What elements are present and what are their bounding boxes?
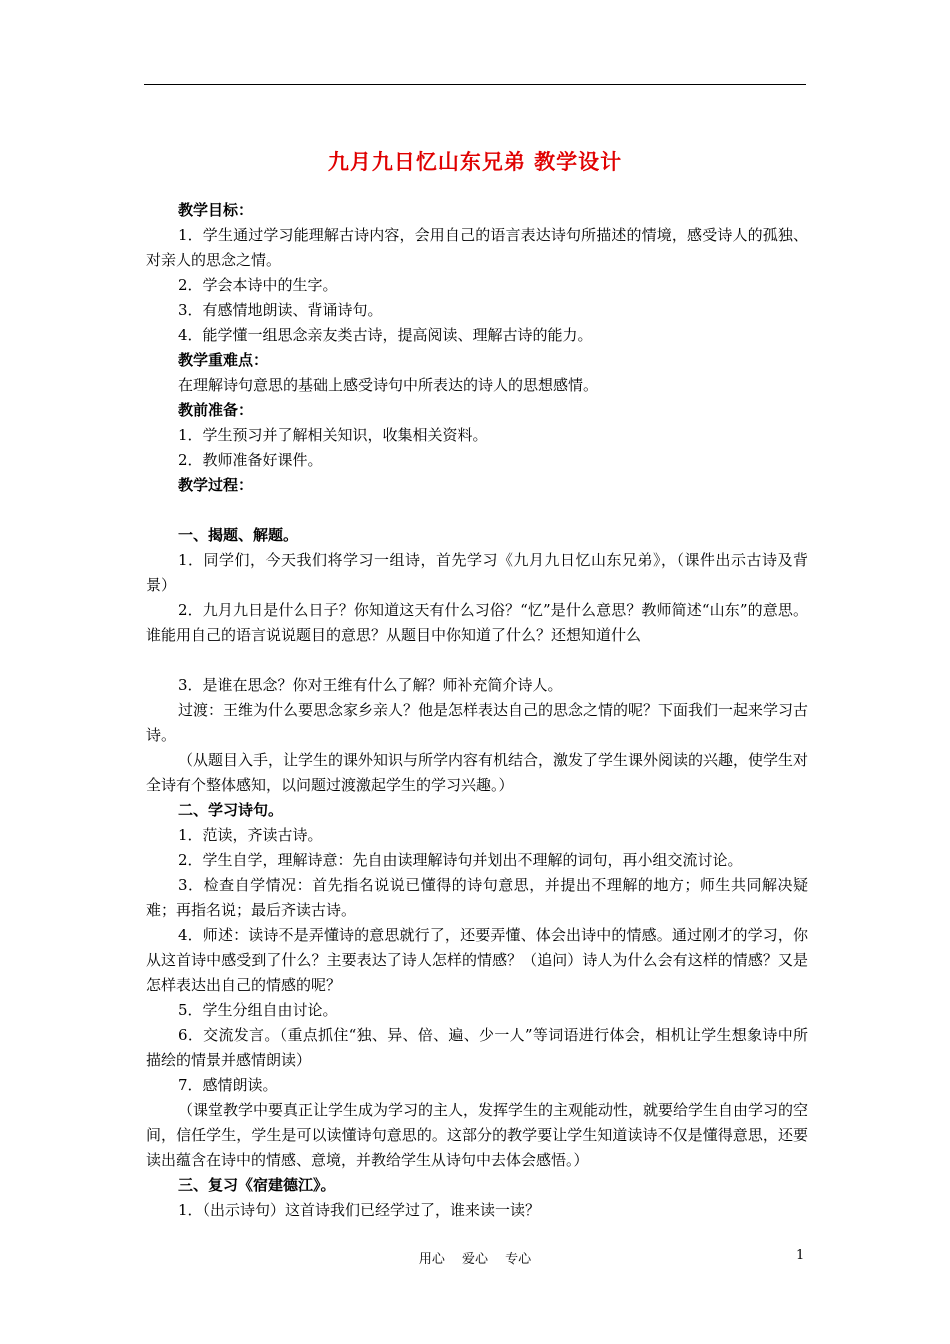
document-title: 九月九日忆山东兄弟 教学设计 xyxy=(327,150,623,174)
section-1-heading: 一、揭题、解题。 xyxy=(178,526,299,544)
section-3-paragraph: 1．（出示诗句）这首诗我们已经学过了，谁来读一读？ xyxy=(178,1201,541,1219)
key-points-heading: 教学重难点： xyxy=(178,351,269,369)
footer-motto: 用心 爱心 专心 xyxy=(418,1252,532,1267)
key-points-text: 在理解诗句意思的基础上感受诗句中所表达的诗人的思想感情。 xyxy=(178,376,599,394)
section-1-paragraph: 过渡：王维为什么要思念家乡亲人？他是怎样表达自己的思念之情的呢？下面我们一起来学习古诗。 xyxy=(146,701,809,744)
header-rule xyxy=(144,84,806,85)
page-number: 1 xyxy=(796,1248,805,1263)
objective-item: 1．学生通过学习能理解古诗内容，会用自己的语言表达诗句所描述的情境，感受诗人的孤独、对亲人的思念之情。 xyxy=(146,226,808,269)
section-2-paragraph: 7．感情朗读。 xyxy=(178,1076,278,1094)
blank-line xyxy=(146,498,808,523)
objective-item: 3．有感情地朗读、背诵诗句。 xyxy=(178,301,383,319)
section-2-paragraph: 6．交流发言。（重点抓住“独、异、倍、遍、少一人”等词语进行体会，相机让学生想象诗中所描绘的情景并感情朗读） xyxy=(146,1026,808,1069)
section-2-paragraph: 1．范读，齐读古诗。 xyxy=(178,826,323,844)
objective-item: 2．学会本诗中的生字。 xyxy=(178,276,338,294)
section-2-heading: 二、学习诗句。 xyxy=(178,801,284,819)
section-1-paragraph: 1．同学们，今天我们将学习一组诗，首先学习《九月九日忆山东兄弟》，（课件出示古诗及背景） xyxy=(146,551,808,594)
preparation-item: 1．学生预习并了解相关知识，收集相关资料。 xyxy=(178,426,488,444)
document-body xyxy=(146,198,808,1223)
section-2-paragraph: 2．学生自学，理解诗意：先自由读理解诗句并划出不理解的词句，再小组交流讨论。 xyxy=(178,851,743,869)
section-2-paragraph: 5．学生分组自由讨论。 xyxy=(178,1001,338,1019)
section-2-paragraph: 4．师述：读诗不是弄懂诗的意思就行了，还要弄懂、体会出诗中的情感。通过刚才的学习，你从这首诗中感受到了什么？主要表达了诗人怎样的情感？（追问）诗人为什么会有这样的情感？又是怎样表达出自己的情感的呢？ xyxy=(146,926,808,994)
objectives-heading: 教学目标： xyxy=(178,201,254,219)
section-1-paragraph: 3．是谁在思念？你对王维有什么了解？师补充简介诗人。 xyxy=(178,676,563,694)
section-1-paragraph: 2．九月九日是什么日子？你知道这天有什么习俗？“忆”是什么意思？教师简述“山东”的意思。谁能用自己的语言说说题目的意思？从题目中你知道了什么？还想知道什么 xyxy=(146,601,808,644)
section-2-note: （课堂教学中要真正让学生成为学习的主人，发挥学生的主观能动性，就要给学生自由学习的空间，信任学生，学生是可以读懂诗句意思的。这部分的教学要让学生知道读诗不仅是懂得意思，还要读出蕴含在诗中的情感、意境，并教给学生从诗句中去体会感悟。） xyxy=(146,1101,809,1169)
blank-line xyxy=(146,648,808,673)
preparation-item: 2．教师准备好课件。 xyxy=(178,451,323,469)
section-2-paragraph: 3．检查自学情况：首先指名说说已懂得的诗句意思，并提出不理解的地方；师生共同解决疑难；再指名说；最后齐读古诗。 xyxy=(146,876,808,919)
preparation-heading: 教前准备： xyxy=(178,401,254,419)
section-3-heading: 三、复习《宿建德江》。 xyxy=(178,1176,336,1194)
process-heading: 教学过程： xyxy=(178,476,254,494)
section-1-note: （从题目入手，让学生的课外知识与所学内容有机结合，激发了学生课外阅读的兴趣，使学生对全诗有个整体感知，以问题过渡激起学生的学习兴趣。） xyxy=(146,751,809,794)
objective-item: 4．能学懂一组思念亲友类古诗，提高阅读、理解古诗的能力。 xyxy=(178,326,593,344)
